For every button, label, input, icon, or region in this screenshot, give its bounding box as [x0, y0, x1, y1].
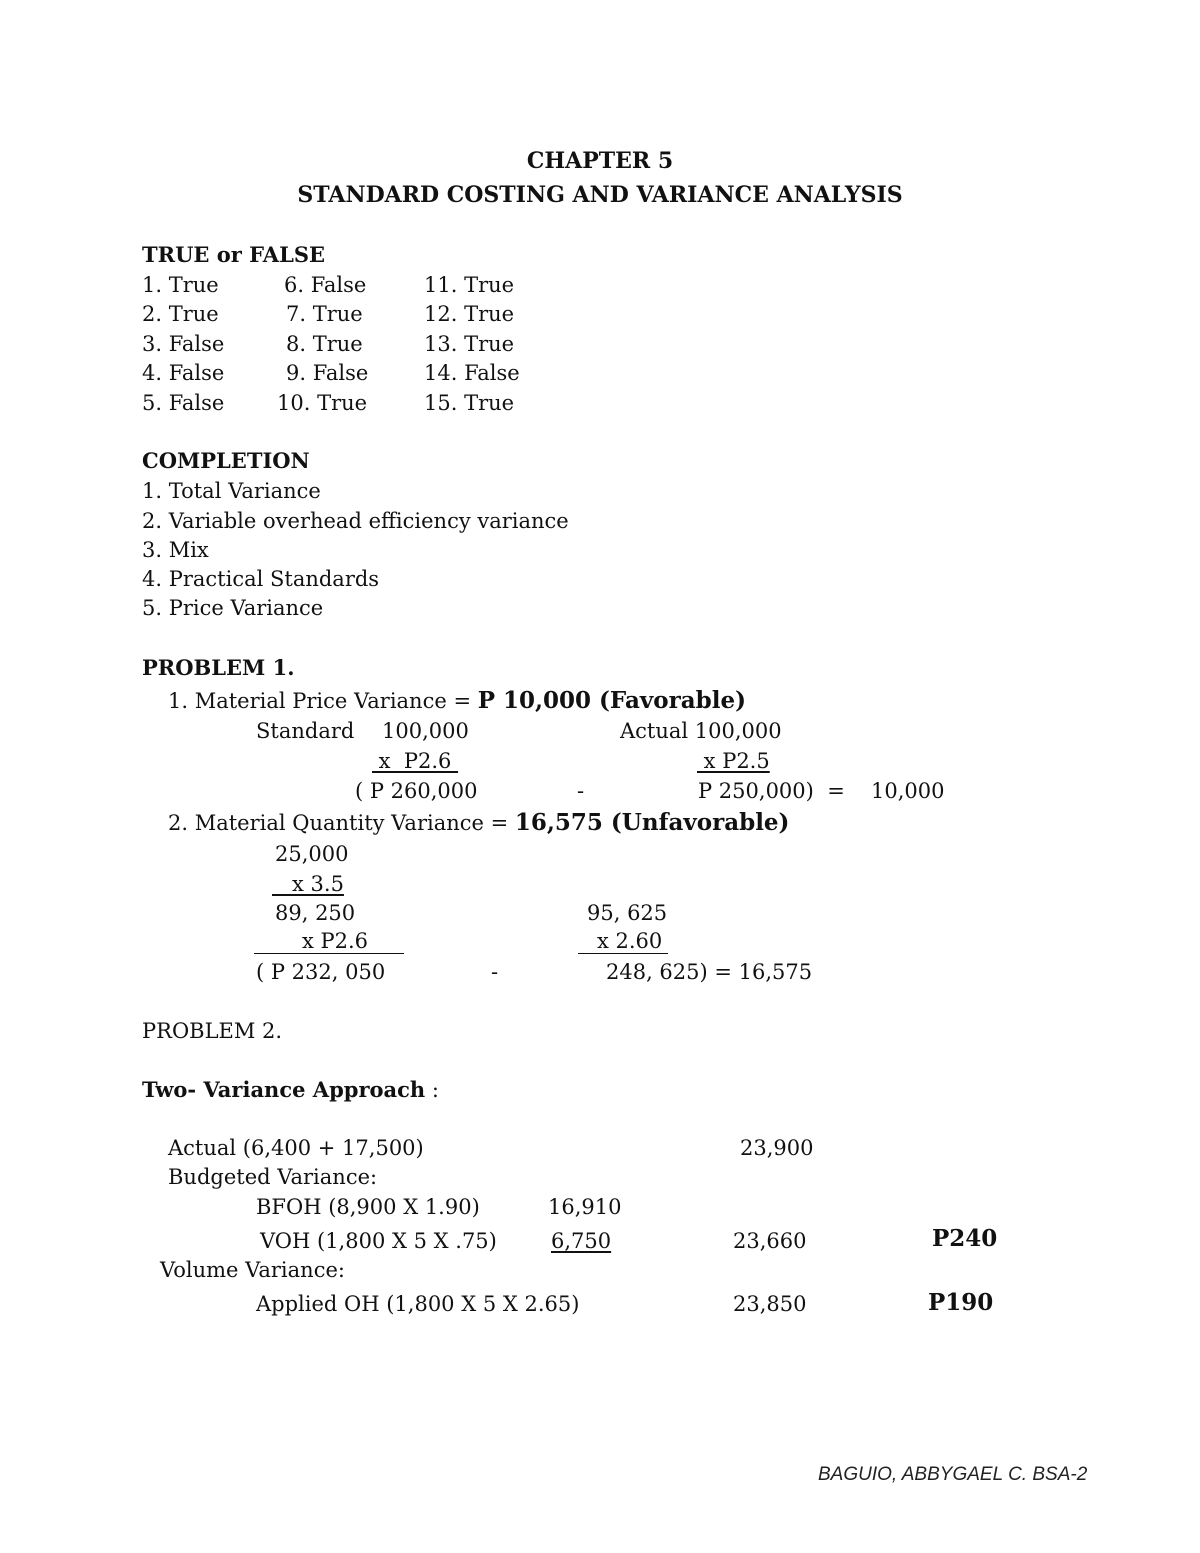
mqv-actual-total: 248, 625) = 16,575: [606, 960, 813, 984]
tf-item: 15. True: [424, 391, 515, 415]
budgeted-label: Budgeted Variance:: [168, 1165, 378, 1189]
mpv-standard-total: ( P 260,000: [355, 779, 478, 803]
actual-label: Actual (6,400 + 17,500): [168, 1136, 424, 1160]
mqv-standard-underline: [254, 953, 404, 954]
tf-item: 14. False: [424, 361, 520, 385]
mqv-quantity: 25,000: [275, 842, 349, 866]
budget-variance: P240: [932, 1225, 998, 1252]
mqv-line: [168, 810, 789, 836]
mpv-standard-price: x P2.6: [372, 749, 459, 773]
completion-heading: COMPLETION: [142, 448, 310, 473]
approach-line: [142, 1077, 439, 1103]
tf-item: 8. True: [286, 332, 363, 356]
mpv-actual-price: x P2.5: [697, 749, 770, 773]
tf-item: 7. True: [286, 302, 363, 326]
mpv-actual-label: Actual 100,000: [620, 719, 782, 743]
document-title: STANDARD COSTING AND VARIANCE ANALYSIS: [297, 182, 903, 208]
approach-title: Two- Variance Approach: [142, 1077, 426, 1102]
mqv-actual-underline: [578, 953, 668, 954]
problem2-heading: PROBLEM 2.: [142, 1019, 283, 1043]
completion-item: 4. Practical Standards: [142, 567, 380, 591]
mpv-actual-total: P 250,000) =: [698, 779, 845, 803]
completion-item: 1. Total Variance: [142, 479, 321, 503]
author-footer: BAGUIO, ABBYGAEL C. BSA-2: [818, 1464, 1088, 1485]
tf-item: 13. True: [424, 332, 515, 356]
mpv-label: 1. Material Price Variance =: [168, 689, 478, 713]
tf-item: 1. True: [142, 273, 219, 297]
chapter-heading: CHAPTER 5: [526, 148, 674, 174]
tf-item: 2. True: [142, 302, 219, 326]
voh-value: 6,750: [551, 1229, 612, 1253]
tf-item: 3. False: [142, 332, 225, 356]
mqv-actual-price: x 2.60: [597, 929, 663, 953]
mqv-result: 16,575 (Unfavorable): [514, 809, 790, 836]
mpv-variance: 10,000: [871, 779, 945, 803]
bfoh-value: 16,910: [548, 1195, 622, 1219]
mqv-label: 2. Material Quantity Variance =: [168, 811, 515, 835]
mqv-minus: -: [491, 960, 499, 984]
volume-label: Volume Variance:: [160, 1258, 345, 1282]
tf-item: 6. False: [284, 273, 367, 297]
completion-item: 5. Price Variance: [142, 596, 324, 620]
completion-item: 3. Mix: [142, 538, 209, 562]
problem1-heading: PROBLEM 1.: [142, 655, 295, 680]
mpv-minus: -: [577, 779, 585, 803]
true-false-heading: TRUE or FALSE: [142, 242, 326, 267]
mpv-standard-label: Standard: [256, 719, 355, 743]
tf-item: 10. True: [277, 391, 368, 415]
tf-item: 4. False: [142, 361, 225, 385]
mpv-line: [168, 688, 746, 714]
mqv-actual-qty: 95, 625: [587, 901, 668, 925]
bfoh-label: BFOH (8,900 X 1.90): [256, 1195, 480, 1219]
mpv-standard-qty: 100,000: [382, 719, 469, 743]
tf-item: 11. True: [424, 273, 515, 297]
budget-total: 23,660: [733, 1229, 807, 1253]
mqv-standard-price: x P2.6: [302, 929, 369, 953]
mpv-result: P 10,000 (Favorable): [477, 687, 746, 714]
applied-value: 23,850: [733, 1292, 807, 1316]
tf-item: 12. True: [424, 302, 515, 326]
approach-colon: :: [425, 1078, 439, 1102]
applied-label: Applied OH (1,800 X 5 X 2.65): [256, 1292, 580, 1316]
voh-label: VOH (1,800 X 5 X .75): [260, 1229, 497, 1253]
mqv-standard-qty: 89, 250: [275, 901, 356, 925]
completion-item: 2. Variable overhead efficiency variance: [142, 509, 569, 533]
tf-item: 9. False: [286, 361, 369, 385]
tf-item: 5. False: [142, 391, 225, 415]
mqv-standard-total: ( P 232, 050: [256, 960, 386, 984]
mqv-multiplier: x 3.5: [272, 872, 344, 896]
volume-variance: P190: [928, 1289, 994, 1316]
actual-value: 23,900: [740, 1136, 814, 1160]
